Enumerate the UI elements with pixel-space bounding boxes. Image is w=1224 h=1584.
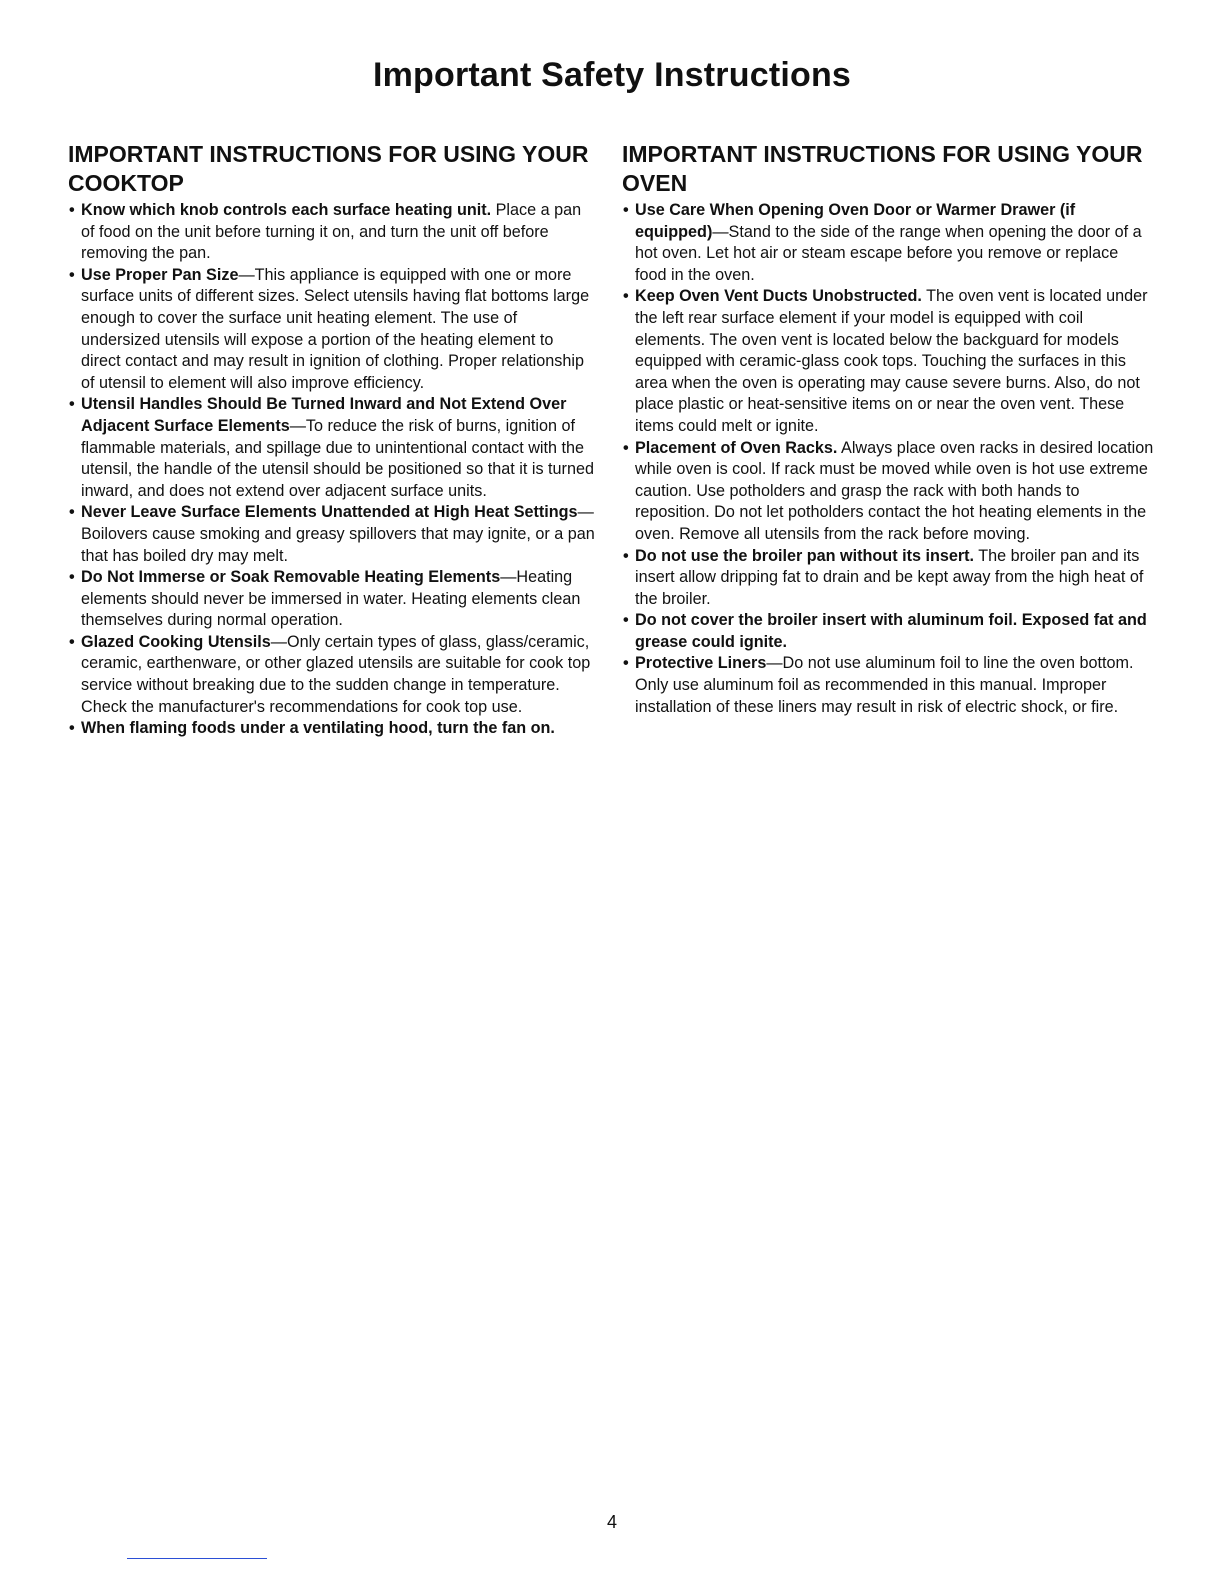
item-text: —Stand to the side of the range when opening the door of a hot oven. Let hot air or steam escape before you remove or replace food in the oven. [635, 222, 1142, 284]
item-lead: Know which knob controls each surface heating unit. [81, 201, 492, 219]
item-lead: Keep Oven Vent Ducts Unobstructed. [635, 287, 922, 306]
bullet-icon: • [69, 632, 75, 651]
list-item [68, 502, 596, 567]
bullet-icon: • [623, 287, 629, 306]
bullet-icon: • [69, 201, 75, 219]
item-text: —Boilovers cause smoking and greasy spillovers that may ignite, or a pan that has boiled dry may melt. [81, 503, 595, 565]
bullet-icon: • [69, 395, 75, 414]
item-lead: Utensil Handles Should Be Turned Inward and Not Extend Over Adjacent Surface Elements [81, 395, 567, 435]
bullet-icon: • [623, 611, 629, 630]
bullet-icon: • [623, 546, 629, 565]
item-lead: Never Leave Surface Elements Unattended at High Heat Settings [81, 503, 578, 522]
list-item [68, 394, 596, 502]
bullet-icon: • [69, 568, 75, 587]
bullet-icon: • [69, 719, 75, 738]
item-text: Place a pan of food on the unit before turning it on, and turn the unit off before removing the pan. [81, 201, 582, 263]
item-text: Always place oven racks in desired location while oven is cool. If rack must be moved while oven is hot use extreme caution. Use potholders and grasp the rack with both hands to reposition. Do not let potholders contact the hot heating elements in the oven. Remove all utensils from the rack before moving. [635, 438, 1154, 543]
bullet-icon: • [623, 438, 629, 457]
list-item [622, 610, 1154, 653]
item-lead: Use Proper Pan Size [81, 265, 239, 284]
item-lead: Use Care When Opening Oven Door or Warmer Drawer (if equipped) [635, 201, 1076, 241]
list-item [622, 438, 1154, 546]
item-lead: Do not use the broiler pan without its insert. [635, 546, 975, 565]
item-text: The oven vent is located under the left rear surface element if your model is equipped with coil elements. The oven vent is located below the backguard for models equipped with ceramic-glass cook tops. Touching the surfaces in this area when the oven is operating may cause severe burns. Also, do not place plastic or heat-sensitive items on or near the oven vent. These items could melt or ignite. [635, 287, 1148, 435]
list-item [68, 718, 596, 740]
bullet-icon: • [623, 654, 629, 673]
item-text: —Only certain types of glass, glass/ceramic, ceramic, earthenware, or other glazed utensils are suitable for cook top service without breaking due to the sudden change in temperature. Check the manufacturer's recommendations for cook top use. [81, 632, 591, 716]
item-text: —Heating elements should never be immersed in water. Heating elements clean themselves during normal operation. [81, 568, 581, 630]
list-item [622, 200, 1154, 286]
item-lead: Do not cover the broiler insert with aluminum foil. Exposed fat and grease could ignite. [635, 611, 1147, 651]
cooktop-section [68, 140, 596, 740]
item-text: —Do not use aluminum foil to line the oven bottom. Only use aluminum foil as recommended in this manual. Improper installation of these liners may result in risk of electric shock, or fire. [635, 654, 1134, 716]
list-item [622, 546, 1154, 611]
item-text: —This appliance is equipped with one or more surface units of different sizes. Select utensils having flat bottoms large enough to cover the surface unit heating element. The use of undersized utensils will expose a portion of the heating element to direct contact and may result in ignition of clothing. Proper relationship of utensil to element will also improve efficiency. [81, 265, 590, 392]
list-item [68, 632, 596, 718]
oven-heading: IMPORTANT INSTRUCTIONS FOR USING YOUR OVEN [622, 141, 1143, 196]
list-item [622, 286, 1154, 437]
oven-section [622, 140, 1154, 718]
footer-rule [127, 1558, 267, 1559]
page-number: 4 [606, 1512, 617, 1532]
item-text: —To reduce the risk of burns, ignition of flammable materials, and spillage due to unintentional contact with the utensil, the handle of the utensil should be positioned so that it is turned inward, and does not extend over adjacent surface units. [81, 416, 594, 500]
item-lead: Do Not Immerse or Soak Removable Heating Elements [81, 568, 501, 587]
bullet-icon: • [623, 201, 629, 219]
list-item [622, 653, 1154, 718]
bullet-icon: • [69, 503, 75, 522]
item-text: The broiler pan and its insert allow dripping fat to drain and be kept away from the high heat of the broiler. [635, 546, 1144, 608]
list-item [68, 567, 596, 632]
item-lead: When flaming foods under a ventilating hood, turn the fan on. [81, 719, 555, 738]
item-lead: Placement of Oven Racks. [635, 438, 838, 457]
list-item [68, 265, 596, 395]
item-lead: Protective Liners [635, 654, 767, 673]
list-item [68, 200, 596, 265]
item-lead: Glazed Cooking Utensils [81, 632, 271, 651]
cooktop-heading: IMPORTANT INSTRUCTIONS FOR USING YOUR COOKTOP [68, 141, 589, 196]
bullet-icon: • [69, 265, 75, 284]
cooktop-instruction-list [68, 200, 596, 740]
oven-instruction-list [622, 200, 1154, 718]
page-title: Important Safety Instructions [372, 56, 852, 94]
